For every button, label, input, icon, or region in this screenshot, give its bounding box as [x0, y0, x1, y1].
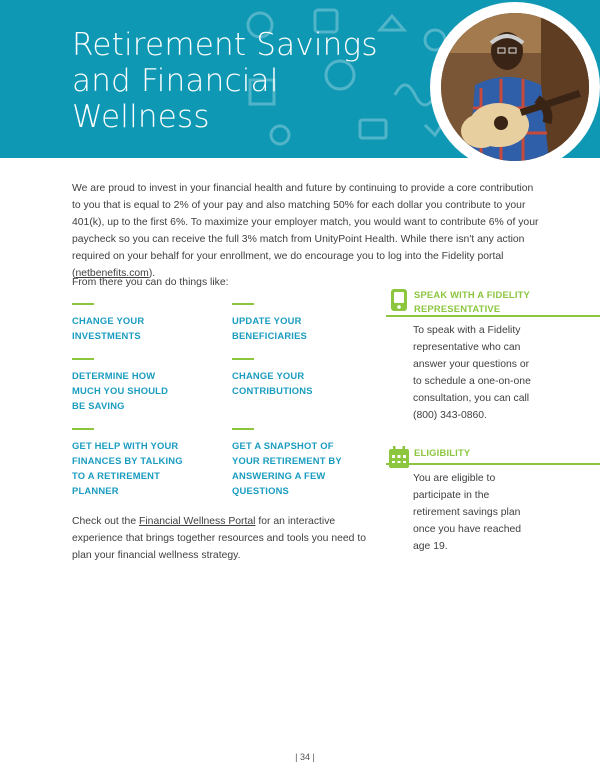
- calendar-icon: [388, 445, 410, 469]
- title-line-2: and Financial: [72, 63, 279, 99]
- action-retirement-snapshot: [232, 428, 372, 498]
- body-line: to schedule a one-on-one: [413, 376, 531, 387]
- action-line: DETERMINE HOW: [72, 370, 156, 381]
- netbenefits-link[interactable]: netbenefits.com: [75, 268, 149, 279]
- body-line: To speak with a Fidelity: [413, 325, 521, 336]
- financial-wellness-portal-link[interactable]: Financial Wellness Portal: [139, 516, 256, 527]
- body-line: retirement savings plan: [413, 507, 521, 518]
- intro-text: We are proud to invest in your financial health and future by continuing to provide a core contribution to you that is equal to 2% of your pay and also matching 50% for each dollar you contribute to your 401(k), up to the first 6%. To maximize your employer match, you would want to contribute 6% of your paycheck so you can receive the full 3% match from UnityPoint Health. While there isn't any action required on your behalf for your enrollment, we do encourage you to log into the Fidelity portal (: [72, 183, 539, 279]
- guitar-player-photo: [441, 13, 589, 161]
- portal-paragraph: [72, 513, 372, 564]
- portal-text-before: Check out the: [72, 516, 140, 527]
- action-change-contributions: [232, 358, 372, 398]
- action-line: CHANGE YOUR: [72, 315, 145, 326]
- intro-paragraph: [72, 180, 542, 282]
- action-talk-planner: [72, 428, 212, 498]
- accent-bar: [232, 428, 254, 430]
- action-determine-savings: [72, 358, 212, 413]
- body-line: participate in the: [413, 490, 490, 501]
- heading-line: SPEAK WITH A FIDELITY: [414, 289, 531, 300]
- body-line: consultation, you can call: [413, 393, 530, 404]
- action-line: INVESTMENTS: [72, 330, 141, 341]
- action-label: [72, 438, 212, 498]
- intro-text-end: ).: [148, 268, 156, 279]
- action-label: [72, 368, 212, 413]
- heading-line: REPRESENTATIVE: [414, 303, 501, 314]
- action-label: [72, 313, 212, 343]
- body-line: (800) 343-0860.: [413, 410, 487, 421]
- action-line: TO A RETIREMENT: [72, 470, 161, 481]
- accent-bar: [232, 358, 254, 360]
- body-line: age 19.: [413, 541, 448, 552]
- body-line: answer your questions or: [413, 359, 530, 370]
- phone-icon: [388, 288, 410, 312]
- action-line: CONTRIBUTIONS: [232, 385, 313, 396]
- accent-bar: [232, 303, 254, 305]
- action-line: GET A SNAPSHOT OF: [232, 440, 334, 451]
- action-line: ANSWERING A FEW: [232, 470, 326, 481]
- body-line: You are eligible to: [413, 473, 496, 484]
- action-label: [232, 313, 372, 343]
- body-line: once you have reached: [413, 524, 522, 535]
- fidelity-body: [413, 322, 531, 424]
- action-line: CHANGE YOUR: [232, 370, 305, 381]
- eligibility-heading: ELIGIBILITY: [414, 447, 471, 458]
- portal-text-after: for an interactive experience that brings together resources and tools you need to plan your financial wellness strategy.: [72, 516, 367, 561]
- action-line: FINANCES BY TALKING: [72, 455, 183, 466]
- body-line: representative who can: [413, 342, 521, 353]
- action-line: PLANNER: [72, 485, 119, 496]
- action-line: YOUR RETIREMENT BY: [232, 455, 342, 466]
- action-line: BE SAVING: [72, 400, 125, 411]
- action-line: MUCH YOU SHOULD: [72, 385, 169, 396]
- title-line-1: Retirement Savings: [72, 27, 378, 63]
- page-title: [72, 27, 402, 135]
- fidelity-divider: [386, 315, 600, 317]
- guitar-player-illustration: [441, 13, 589, 161]
- eligibility-body: [413, 470, 521, 555]
- accent-bar: [72, 358, 94, 360]
- action-change-investments: [72, 303, 212, 343]
- action-label: [232, 438, 372, 498]
- accent-bar: [72, 303, 94, 305]
- from-there-text: From there you can do things like:: [72, 277, 229, 288]
- title-line-3: Wellness: [72, 99, 210, 135]
- action-line: QUESTIONS: [232, 485, 290, 496]
- page-number: | 34 |: [295, 752, 315, 762]
- action-line: GET HELP WITH YOUR: [72, 440, 179, 451]
- action-line: BENEFICIARIES: [232, 330, 308, 341]
- action-update-beneficiaries: [232, 303, 372, 343]
- accent-bar: [72, 428, 94, 430]
- action-label: [232, 368, 372, 398]
- action-line: UPDATE YOUR: [232, 315, 302, 326]
- fidelity-heading: [414, 288, 530, 316]
- eligibility-divider: [386, 463, 600, 465]
